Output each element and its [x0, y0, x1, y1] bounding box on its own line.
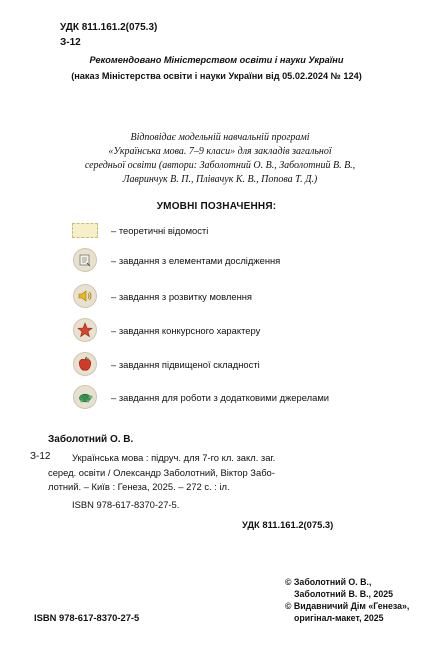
- catalog-line-2: серед. освіти / Олександр Заболотний, Віктор Забо-: [48, 466, 275, 478]
- recommendation: [0, 52, 433, 84]
- speaker-icon: [72, 283, 98, 309]
- udk-header: УДК 811.161.2(075.3): [60, 22, 158, 33]
- legend-item-speech: [72, 282, 252, 310]
- program-line-2: «Українська мова. 7–9 класи» для закладів загальної: [108, 146, 332, 157]
- legend-item-label: – завдання конкурсного характеру: [111, 324, 261, 336]
- program-line-4: Лавринчук В. П., Плівачук К. В., Попова Т. Д.): [122, 174, 318, 185]
- program-statement: [40, 131, 400, 187]
- copyright-line-1: © Заболотний О. В.,: [285, 577, 372, 587]
- copyright-block: [285, 576, 409, 624]
- legend-item-sources: [72, 383, 329, 411]
- legend-item-label: – завдання для роботи з додатковими джерелами: [111, 391, 330, 403]
- catalog-author: Заболотний О. В.: [48, 434, 134, 445]
- recommendation-line: Рекомендовано Міністерством освіти і науки України: [89, 55, 344, 65]
- catalog-code-header: З-12: [60, 37, 81, 48]
- program-line-1: Відповідає модельній навчальній програмі: [130, 132, 310, 143]
- legend-title: УМОВНІ ПОЗНАЧЕННЯ:: [156, 201, 277, 212]
- copyright-line-3: © Видавничий Дім «Генеза»,: [285, 601, 410, 611]
- catalog-code: З-12: [30, 451, 51, 462]
- footer-isbn: ISBN 978-617-8370-27-5: [34, 612, 140, 623]
- copyright-line-2: Заболотний В. В., 2025: [294, 589, 393, 599]
- star-icon: [72, 317, 98, 343]
- research-notebook-icon: [72, 247, 98, 273]
- catalog-line-1: Українська мова : підруч. для 7-го кл. закл. заг.: [72, 452, 276, 463]
- legend-item-advanced: [72, 350, 260, 378]
- catalog-udk: УДК 811.161.2(075.3): [242, 519, 334, 530]
- legend-item-label: – завдання підвищеної складності: [111, 358, 260, 370]
- catalog-isbn: ISBN 978-617-8370-27-5.: [72, 499, 180, 510]
- note-rectangle-icon: [72, 217, 98, 243]
- turtle-icon: [72, 384, 98, 410]
- copyright-line-4: оригінал-макет, 2025: [294, 613, 384, 623]
- legend-item-contest: [72, 316, 260, 344]
- program-line-3: середньої освіти (автори: Заболотний О. В., Заболотний В. В.,: [84, 160, 356, 171]
- legend-item-label: – завдання з розвитку мовлення: [111, 290, 252, 302]
- legend-item-research: [72, 246, 280, 274]
- legend-item-theory: [72, 216, 208, 244]
- catalog-description: [48, 451, 378, 495]
- legend-item-label: – теоретичні відомості: [111, 224, 209, 236]
- catalog-line-3: лотний. – Київ : Генеза, 2025. – 272 с. : іл.: [48, 481, 230, 492]
- apple-icon: [72, 351, 98, 377]
- legend-item-label: – завдання з елементами дослідження: [111, 254, 281, 266]
- recommendation-order: (наказ Міністерства освіти і науки України від 05.02.2024 № 124): [71, 71, 362, 81]
